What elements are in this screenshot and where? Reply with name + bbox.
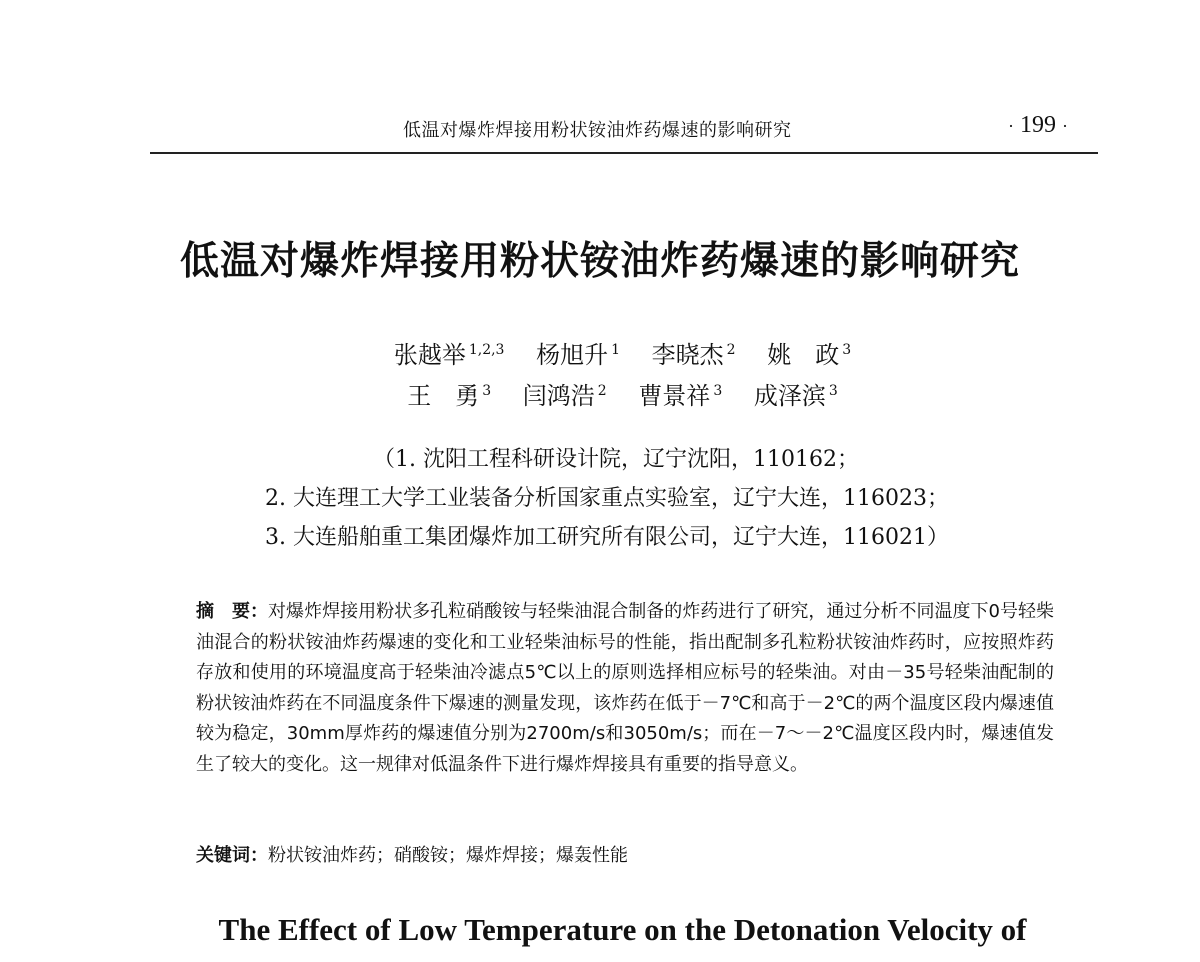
abstract-text: 对爆炸焊接用粉状多孔粒硝酸铵与轻柴油混合制备的炸药进行了研究，通过分析不同温度下0号轻柴油混合的粉状铵油炸药爆速的变化和工业轻柴油标号的性能，指出配制多孔粒粉状铵油炸药时，应按照炸药存放和使用的环境温度高于轻柴油冷滤点5℃以上的原则选择相应标号的轻柴油。对由－35号轻柴油配制的粉状铵油炸药在不同温度条件下爆速的测量发现，该炸药在低于－7℃和高于－2℃的两个温度区段内爆速值较为稳定，30mm厚炸药的爆速值分别为2700m/s和3050m/s；而在－7～－2℃温度区段内时，爆速值发生了较大的变化。这一规律对低温条件下进行爆炸焊接具有重要的指导意义。 (196, 601, 1054, 775)
page-dot-right: · (1062, 116, 1068, 136)
affiliation-1: （1. 沈阳工程科研设计院，辽宁沈阳，110162； (373, 447, 859, 472)
running-title: 低温对爆炸焊接用粉状铵油炸药爆速的影响研究 (403, 120, 792, 141)
page-number-value: 199 (1020, 112, 1056, 138)
english-title: The Effect of Low Temperature on the Detonation Velocity of (218, 912, 1027, 947)
page-dot-left: · (1008, 116, 1014, 136)
running-header (150, 110, 1098, 154)
author: 张越举 $^{1,2,3}$ (393, 341, 505, 369)
authors-line-2 (0, 376, 1200, 411)
keywords-label: 关键词： (196, 845, 268, 866)
abstract (196, 597, 1054, 780)
paper-title: 低温对爆炸焊接用粉状铵油炸药爆速的影响研究 (179, 238, 1020, 284)
affiliation-2: 2. 大连理工大学工业装备分析国家重点实验室，辽宁大连，116023； (265, 486, 949, 511)
author: 曹景祥 $^3$ (638, 382, 723, 410)
authors-line-1 (0, 335, 1200, 370)
page-number (1002, 112, 1074, 139)
author: 姚 政 $^3$ (767, 341, 852, 369)
author: 李晓杰 $^2$ (651, 341, 736, 369)
author: 杨旭升 $^1$ (536, 341, 621, 369)
author: 王 勇 $^3$ (407, 382, 492, 410)
keywords-text: 粉状铵油炸药；硝酸铵；爆炸焊接；爆轰性能 (268, 845, 628, 866)
keywords (196, 841, 1054, 867)
abstract-label: 摘 要： (196, 601, 269, 622)
author: 成泽滨 $^3$ (753, 382, 838, 410)
author: 闫鸿浩 $^2$ (522, 382, 607, 410)
affiliation-3: 3. 大连船舶重工集团爆炸加工研究所有限公司，辽宁大连，116021） (265, 525, 949, 550)
